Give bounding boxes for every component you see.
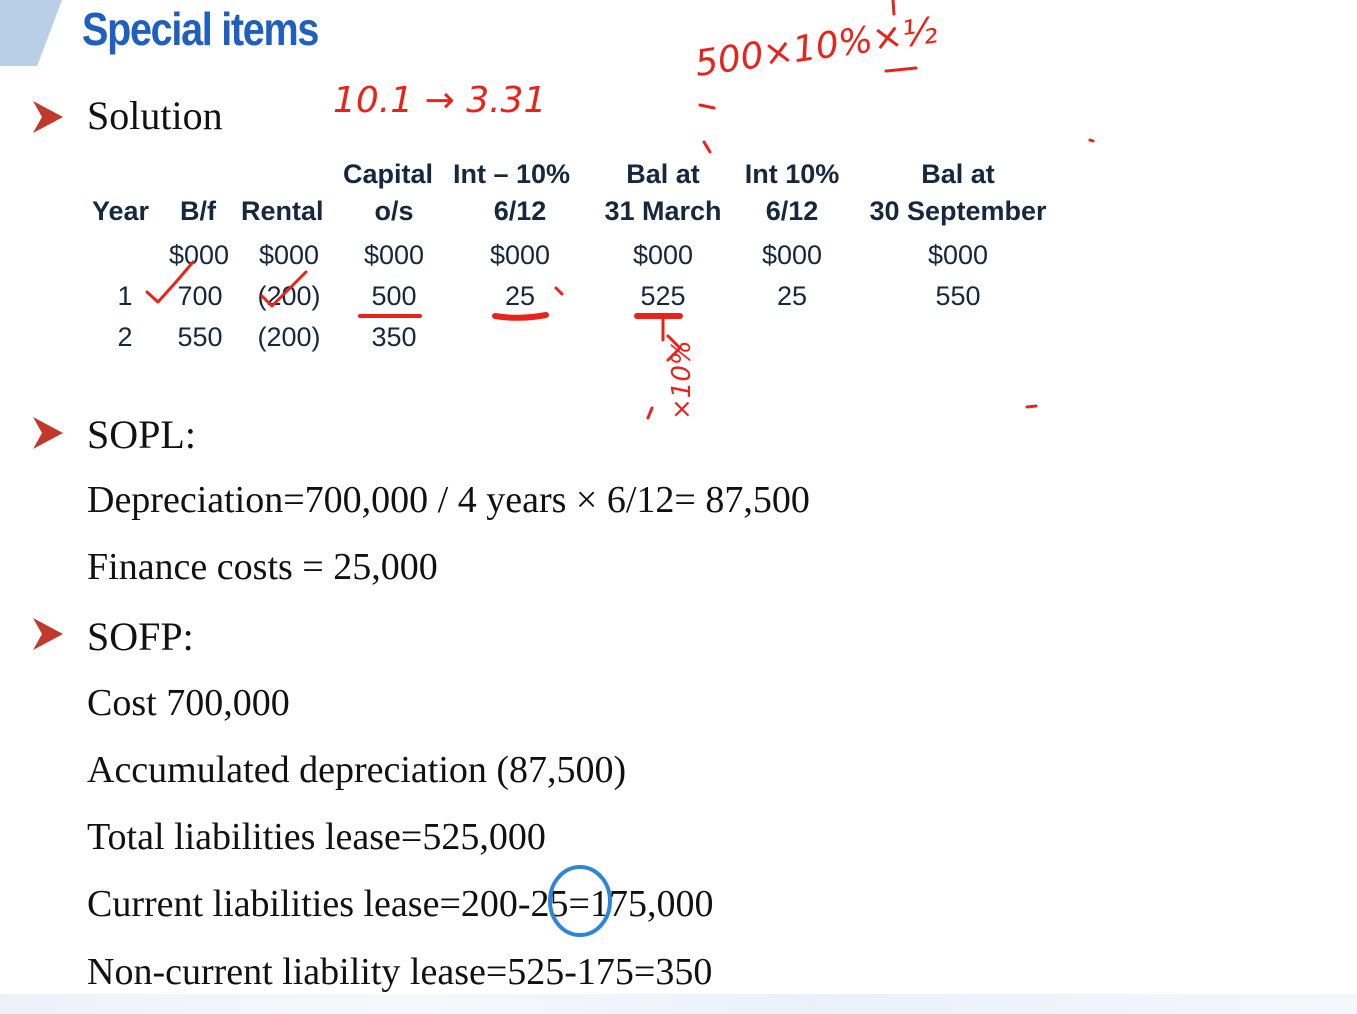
sofp-line: Accumulated depreciation (87,500) (87, 749, 627, 791)
table-cell: 1 (117, 281, 133, 311)
bullet-arrow-icon (30, 413, 66, 453)
bullet-arrow-icon (30, 614, 66, 654)
sofp-line: Cost 700,000 (87, 682, 290, 724)
dash-mark (704, 142, 710, 152)
unit-cell: $000 (258, 240, 320, 270)
table-cell: 500 (371, 281, 417, 311)
sofp-line: Current liabilities lease=200-25=175,000 (87, 883, 714, 925)
dash-mark (893, 0, 894, 14)
header-bal-sept-bottom: 30 September (869, 196, 1047, 226)
annotation-note: 10.1 → 3.31 (333, 80, 547, 121)
header-capital-bottom: o/s (374, 196, 414, 226)
header-bal-march-top: Bal at (626, 159, 700, 189)
unit-cell: $000 (761, 240, 823, 270)
table-cell: 350 (371, 322, 417, 352)
header-rental: Rental (241, 196, 324, 226)
table-cell: 25 (776, 281, 808, 311)
sopl-line: Finance costs = 25,000 (87, 546, 438, 588)
table-cell: 525 (640, 281, 686, 311)
solution-heading: Solution (87, 93, 223, 138)
table-cell: 550 (177, 322, 223, 352)
bullet-arrow-icon (30, 97, 66, 137)
bottom-decoration-strip (0, 994, 1357, 1014)
header-bal-sept-top: Bal at (921, 159, 995, 189)
arrow-mark (663, 318, 680, 360)
sopl-line: Depreciation=700,000 / 4 years × 6/12= 87,500 (87, 479, 810, 521)
table-cell: 550 (935, 281, 981, 311)
header-year: Year (92, 196, 150, 226)
table-cell: 700 (177, 281, 223, 311)
dash-mark (700, 105, 714, 108)
dot-mark (1090, 140, 1093, 141)
annotation-note: ×10% (667, 340, 697, 420)
table-cell: (200) (257, 281, 321, 311)
unit-cell: $000 (927, 240, 989, 270)
header-capital-top: Capital (343, 159, 434, 189)
table-cell: 2 (117, 322, 133, 352)
sofp-line: Total liabilities lease=525,000 (87, 816, 546, 858)
header-int2-top: Int 10% (744, 159, 840, 189)
sofp-heading: SOFP: (87, 614, 194, 659)
comma-mark (648, 408, 652, 418)
header-bal-march-bottom: 31 March (604, 196, 722, 226)
dash-mark (886, 68, 916, 71)
unit-cell: $000 (168, 240, 230, 270)
sofp-line: Non-current liability lease=525-175=350 (87, 951, 713, 993)
slide-corner-decoration (0, 0, 62, 66)
sopl-heading: SOPL: (87, 412, 196, 457)
underline-mark (495, 315, 546, 318)
header-int-bottom: 6/12 (493, 196, 547, 226)
table-cell: 25 (504, 281, 536, 311)
table-cell: (200) (257, 322, 321, 352)
annotation-note: 500×10%×½ (692, 10, 940, 85)
dash-mark (1027, 406, 1036, 407)
header-int2-bottom: 6/12 (765, 196, 819, 226)
header-bf: B/f (180, 196, 216, 226)
slide-title: Special items (82, 3, 319, 55)
unit-cell: $000 (632, 240, 694, 270)
unit-cell: $000 (363, 240, 425, 270)
unit-cell: $000 (489, 240, 551, 270)
tick-mark (556, 288, 562, 294)
header-int-top: Int – 10% (453, 159, 571, 189)
